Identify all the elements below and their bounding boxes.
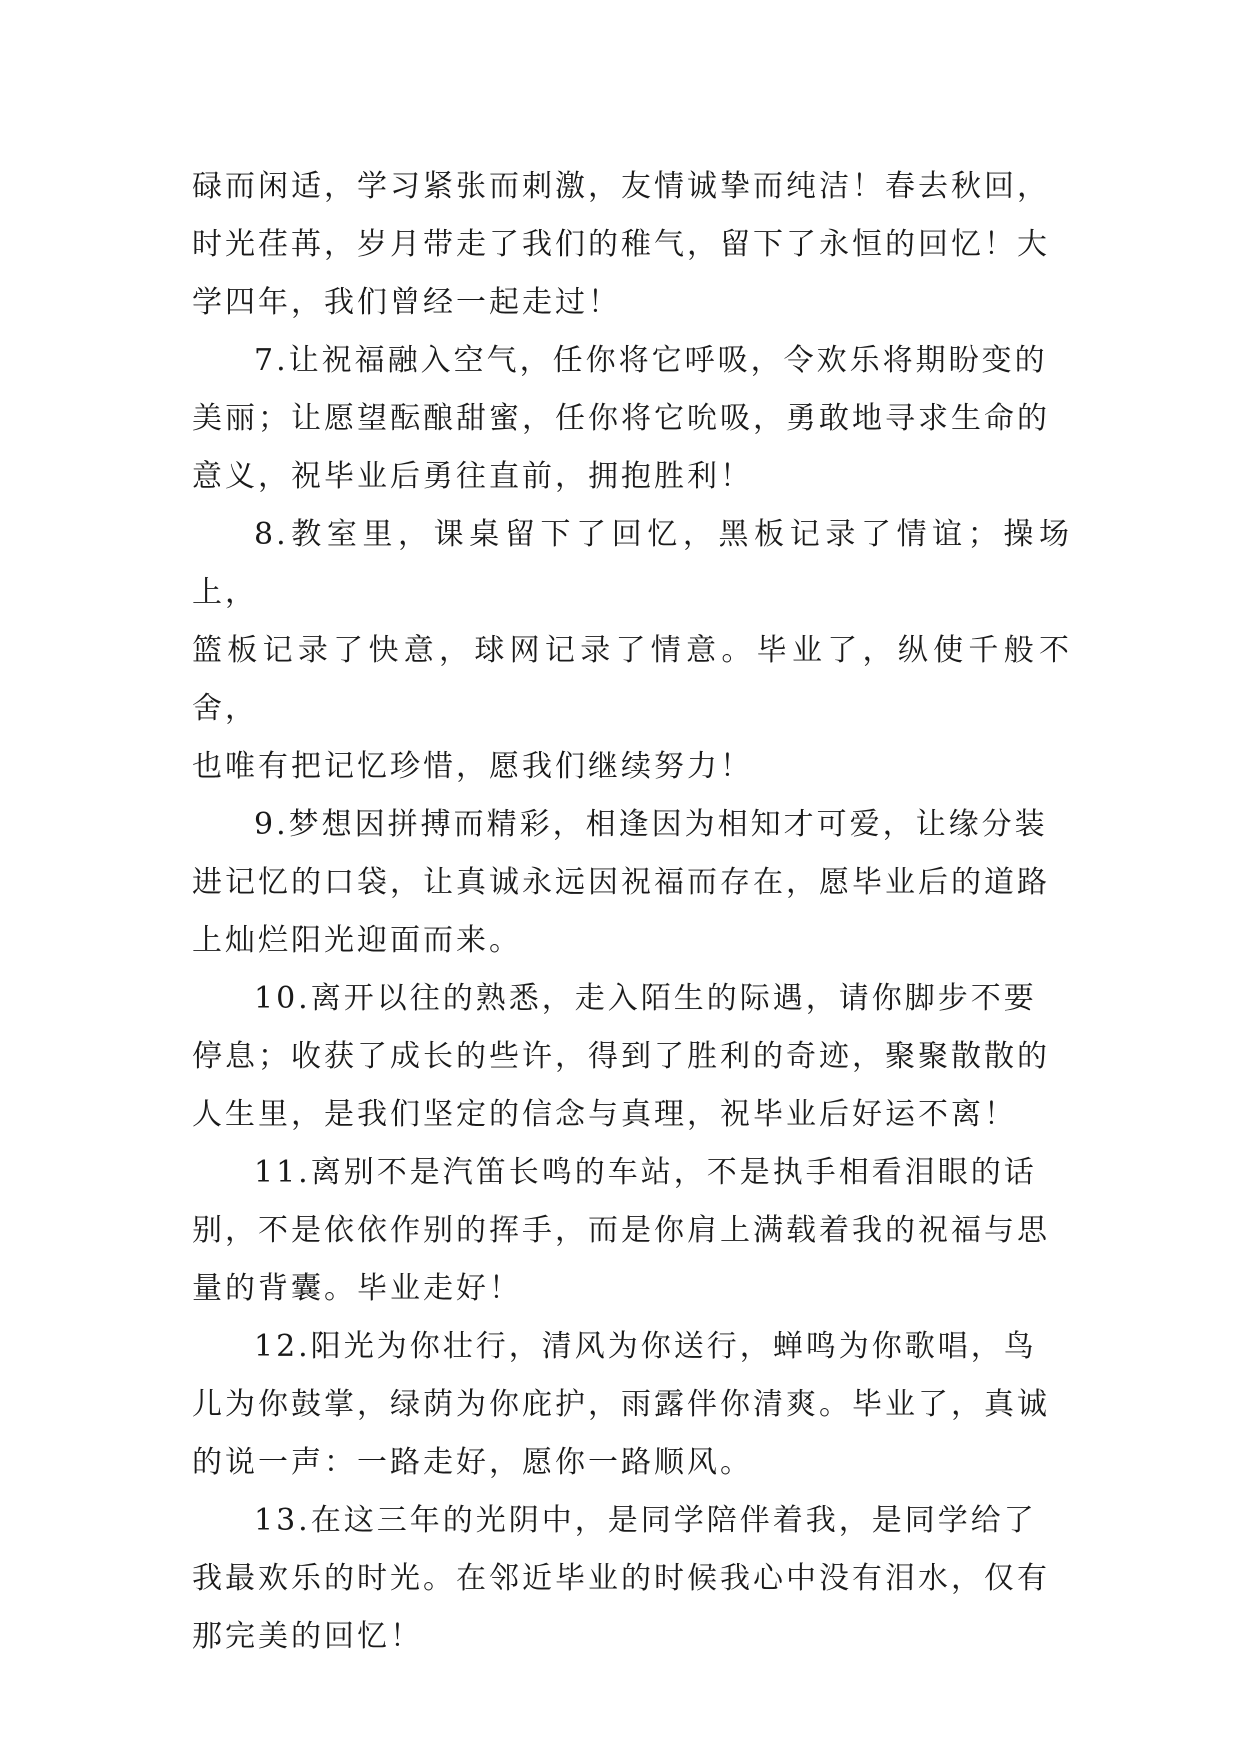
text-line: 也唯有把记忆珍惜，愿我们继续努力！ — [192, 749, 753, 784]
paragraph-item-11 — [192, 1144, 1072, 1318]
paragraph-item-12 — [192, 1318, 1072, 1492]
text-line: 10.离开以往的熟悉，走入陌生的际遇，请你脚步不要 — [254, 981, 1037, 1016]
text-line: 停息；收获了成长的些许，得到了胜利的奇迹，聚聚散散的 — [192, 1039, 1050, 1074]
paragraph-item-9 — [192, 796, 1072, 970]
text-line: 7.让祝福融入空气，任你将它呼吸，令欢乐将期盼变的 — [254, 343, 1048, 378]
paragraph-item-7 — [192, 332, 1072, 506]
text-line: 人生里，是我们坚定的信念与真理，祝毕业后好运不离！ — [192, 1097, 1017, 1132]
paragraph-item-13 — [192, 1492, 1072, 1666]
text-line: 儿为你鼓掌，绿荫为你庇护，雨露伴你清爽。毕业了，真诚 — [192, 1387, 1050, 1422]
paragraph-item-8 — [192, 506, 1072, 796]
text-line: 那完美的回忆！ — [192, 1619, 423, 1654]
document-body — [192, 158, 1072, 1666]
text-line: 量的背囊。毕业走好！ — [192, 1271, 522, 1306]
text-line: 我最欢乐的时光。在邻近毕业的时候我心中没有泪水，仅有 — [192, 1561, 1050, 1596]
text-line: 13.在这三年的光阴中，是同学陪伴着我，是同学给了 — [254, 1503, 1037, 1538]
text-line: 学四年，我们曾经一起走过！ — [192, 285, 621, 320]
text-line: 9.梦想因拼搏而精彩，相逢因为相知才可爱，让缘分装 — [254, 807, 1048, 842]
paragraph-continuation — [192, 158, 1072, 332]
text-line: 12.阳光为你壮行，清风为你送行，蝉鸣为你歌唱，鸟 — [254, 1329, 1037, 1364]
text-line: 碌而闲适，学习紧张而刺激，友情诚挚而纯洁！春去秋回， — [192, 169, 1050, 204]
text-line: 别，不是依依作别的挥手，而是你肩上满载着我的祝福与思 — [192, 1213, 1050, 1248]
text-line: 8.教室里，课桌留下了回忆，黑板记录了情谊；操场上， — [192, 517, 1072, 610]
text-line: 篮板记录了快意，球网记录了情意。毕业了，纵使千般不舍， — [192, 633, 1072, 726]
text-line: 11.离别不是汽笛长鸣的车站，不是执手相看泪眼的话 — [254, 1155, 1037, 1190]
text-line: 的说一声：一路走好，愿你一路顺风。 — [192, 1445, 753, 1480]
text-line: 意义，祝毕业后勇往直前，拥抱胜利！ — [192, 459, 753, 494]
text-line: 时光荏苒，岁月带走了我们的稚气，留下了永恒的回忆！大 — [192, 227, 1050, 262]
text-line: 上灿烂阳光迎面而来。 — [192, 923, 522, 958]
text-line: 进记忆的口袋，让真诚永远因祝福而存在，愿毕业后的道路 — [192, 865, 1050, 900]
text-line: 美丽；让愿望酝酿甜蜜，任你将它吮吸，勇敢地寻求生命的 — [192, 401, 1050, 436]
paragraph-item-10 — [192, 970, 1072, 1144]
